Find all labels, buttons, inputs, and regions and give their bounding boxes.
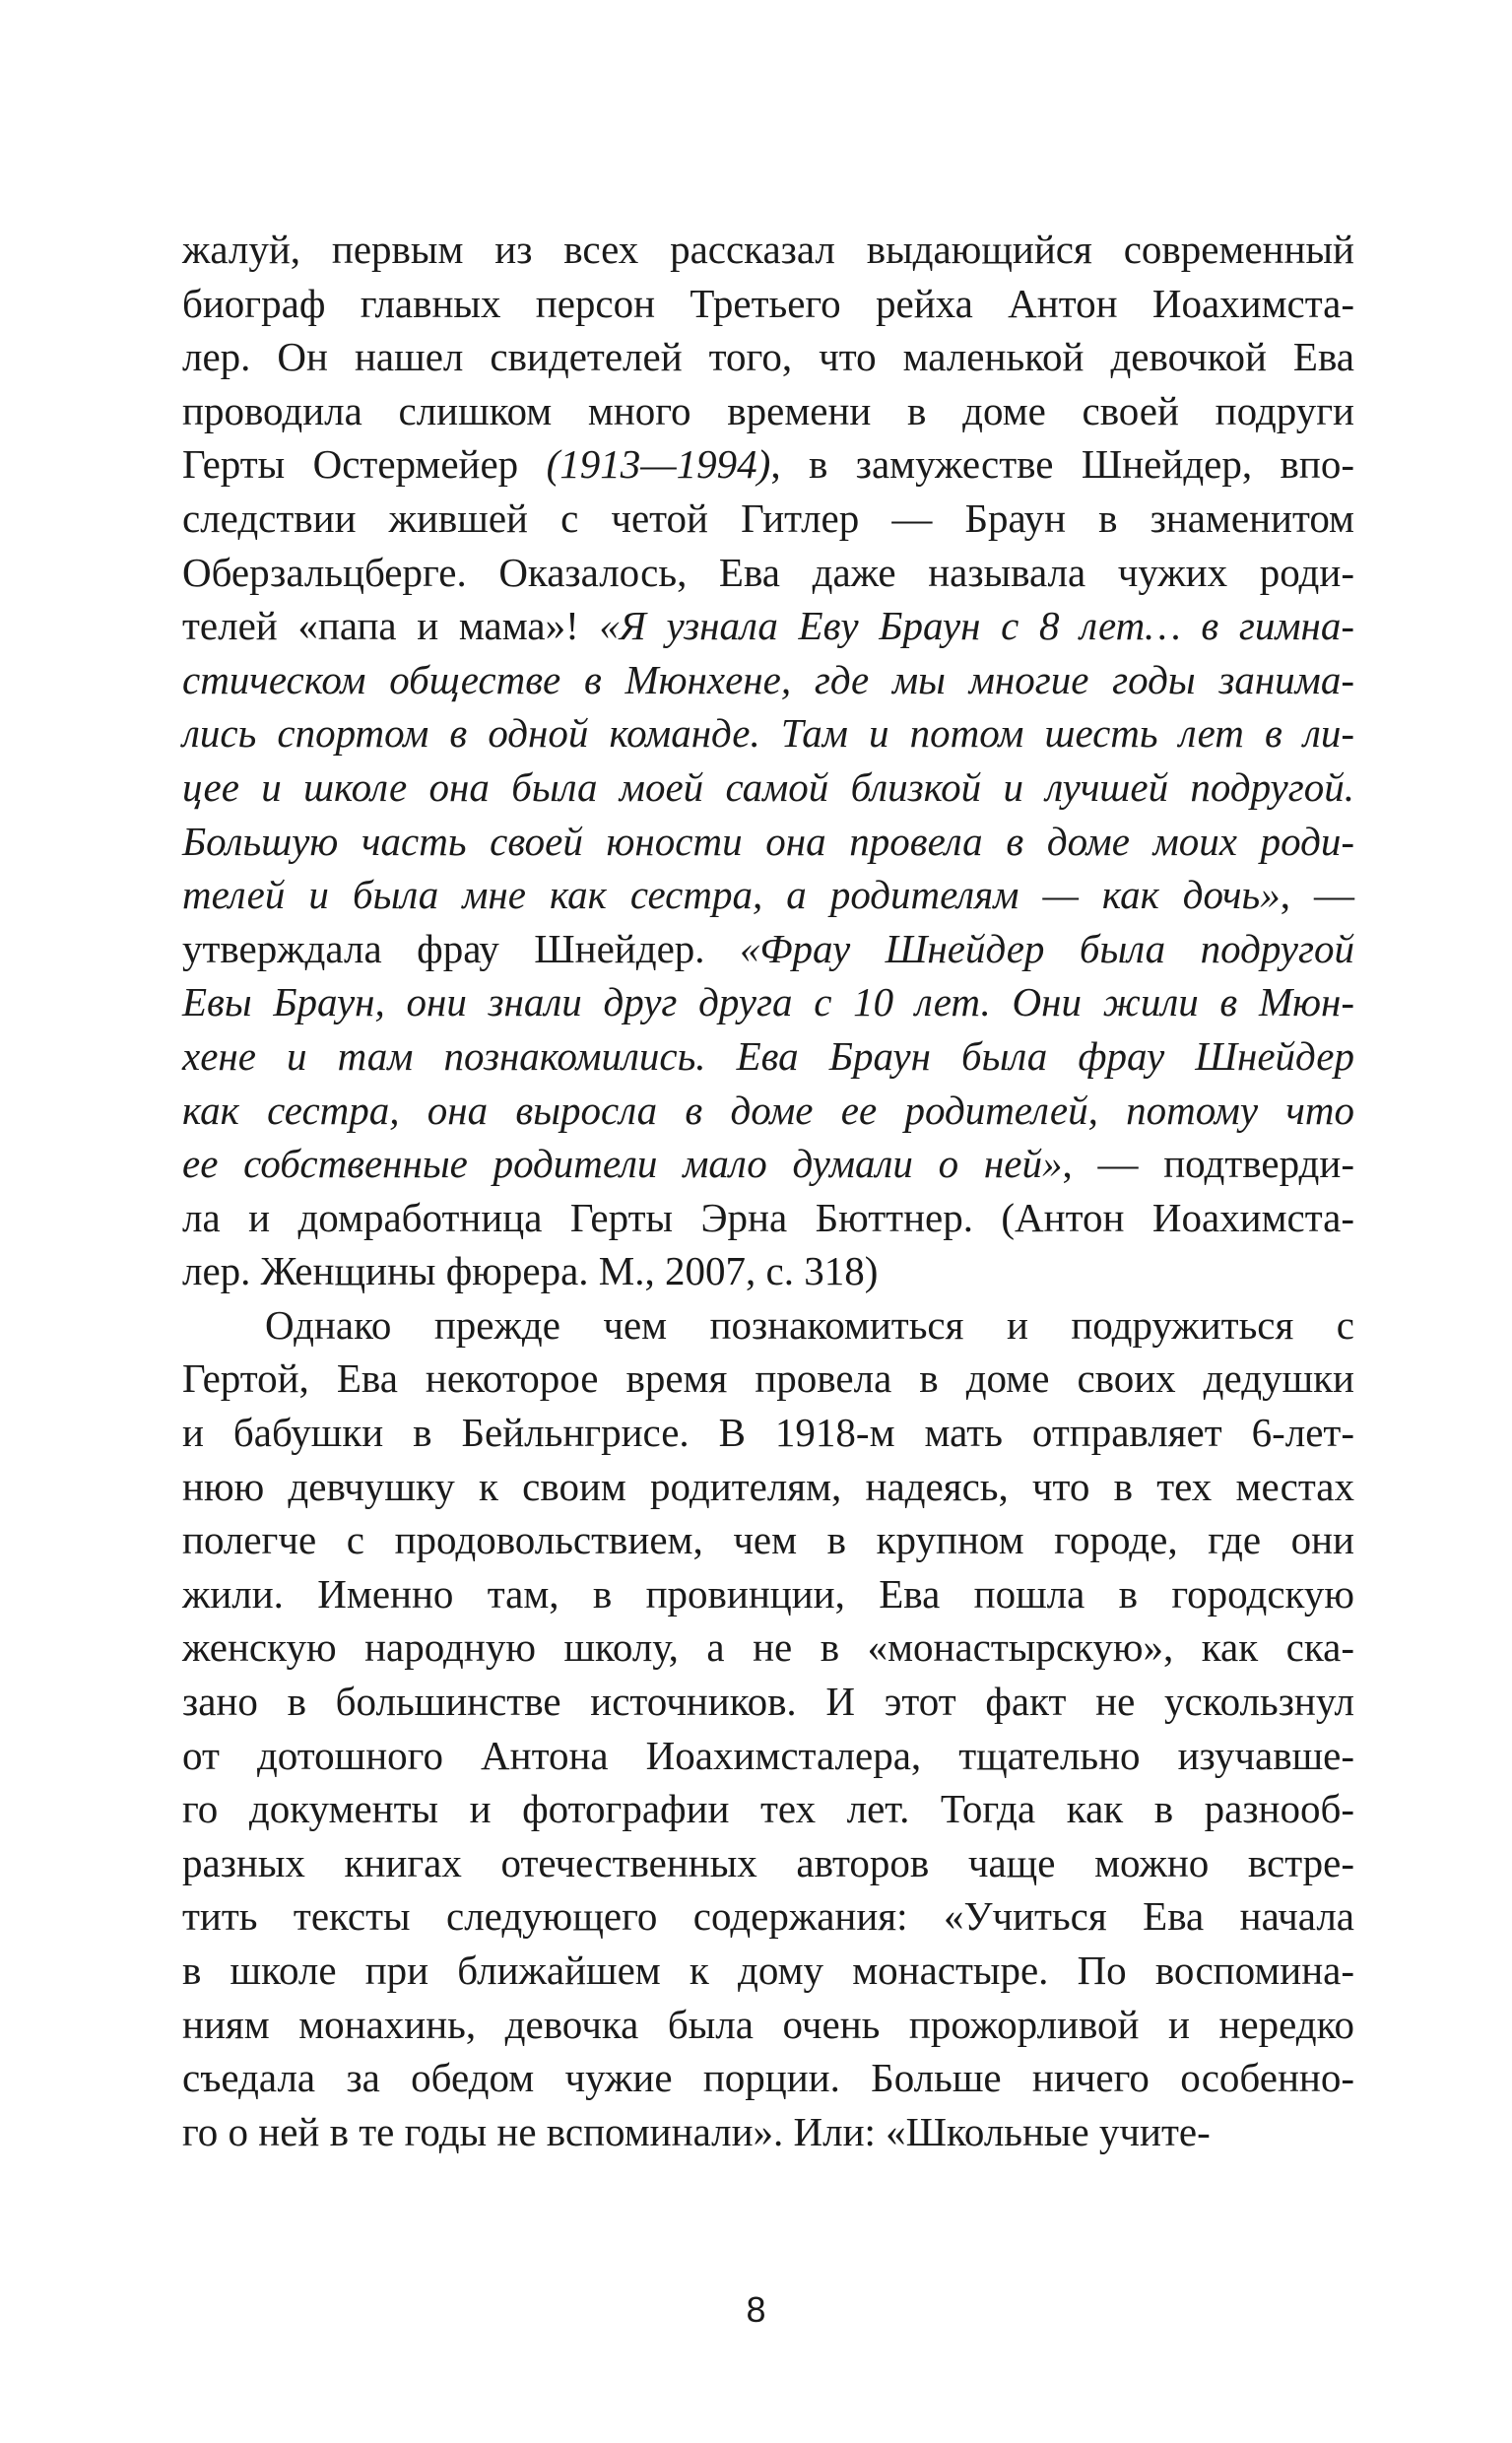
- italic-text-segment: ее собственные родители мало думали о ней»: [182, 1141, 1063, 1187]
- text-line: [182, 1620, 1354, 1675]
- text-segment: и бабушки в Бейльнгрисе. В 1918-м мать отправляет 6-лет-: [182, 1410, 1354, 1456]
- text-line: [182, 330, 1354, 384]
- text-line: [182, 922, 1354, 976]
- text-line: [182, 599, 1354, 653]
- text-segment: полегче с продовольствием, чем в крупном городе, где они: [182, 1517, 1354, 1563]
- body-text: [182, 223, 1354, 2158]
- italic-text-segment: как сестра, она выросла в доме ее родителей, потому что: [182, 1087, 1354, 1133]
- text-segment: жалуй, первым из всех рассказал выдающийся современный: [182, 227, 1354, 272]
- text-segment: проводила слишком много времени в доме своей подруги: [182, 387, 1354, 433]
- text-line: [182, 1137, 1354, 1191]
- text-line: [182, 975, 1354, 1029]
- text-segment: , — подтверди-: [1062, 1141, 1354, 1187]
- italic-text-segment: (1913—1994): [546, 441, 771, 488]
- text-segment: ниям монахинь, девочка была очень прожорливой и нередко: [182, 2001, 1354, 2047]
- text-line: [182, 653, 1354, 707]
- text-line: [182, 1029, 1354, 1084]
- text-line: [182, 492, 1354, 546]
- text-segment: , —: [1280, 872, 1354, 918]
- text-line: [182, 760, 1354, 815]
- text-segment: ла и домработница Герты Эрна Бюттнер. (Антон Иоахимста-: [182, 1194, 1354, 1240]
- text-line: [182, 437, 1354, 492]
- italic-text-segment: хене и там познакомились. Ева Браун была фрау Шнейдер: [182, 1032, 1354, 1079]
- italic-text-segment: «Я узнала Еву Браун с 8 лет… в гимна-: [599, 603, 1354, 649]
- text-line: [182, 223, 1354, 277]
- text-segment: жили. Именно там, в провинции, Ева пошла в городскую: [182, 1570, 1354, 1617]
- text-segment: телей «папа и мама»!: [182, 603, 600, 649]
- text-line: [182, 2051, 1354, 2105]
- italic-text-segment: Большую часть своей юности она провела в доме моих роди-: [182, 818, 1354, 864]
- text-line: [182, 1244, 1354, 1298]
- text-segment: Оберзальцберге. Оказалось, Ева даже называла чужих роди-: [182, 549, 1354, 595]
- text-line: [182, 1298, 1354, 1353]
- text-line: [182, 2105, 1354, 2159]
- italic-text-segment: цее и школе она была моей самой близкой и лучшей подругой.: [182, 763, 1354, 810]
- text-segment: го документы и фотографии тех лет. Тогда как в разнооб-: [182, 1786, 1354, 1832]
- text-segment: биограф главных персон Третьего рейха Антон Иоахимста-: [182, 280, 1354, 326]
- text-line: [182, 1567, 1354, 1621]
- page-number: 8: [746, 2289, 766, 2330]
- italic-text-segment: лись спортом в одной команде. Там и потом шесть лет в ли-: [182, 710, 1354, 757]
- text-segment: Однако прежде чем познакомиться и подружиться с: [265, 1301, 1354, 1348]
- text-segment: лер. Женщины фюрера. М., 2007, с. 318): [182, 1248, 879, 1294]
- text-segment: разных книгах отечественных авторов чаще можно встре-: [182, 1839, 1354, 1885]
- text-line: [182, 1191, 1354, 1245]
- italic-text-segment: телей и была мне как сестра, а родителям — как дочь»: [182, 872, 1281, 918]
- text-segment: утверждала фрау Шнейдер.: [182, 925, 741, 971]
- text-segment: от дотошного Антона Иоахимсталера, тщательно изучавше-: [182, 1732, 1354, 1778]
- text-line: [182, 1782, 1354, 1836]
- text-segment: тить тексты следующего содержания: «Учиться Ева начала: [182, 1893, 1354, 1940]
- text-line: [182, 1729, 1354, 1783]
- text-segment: съедала за обедом чужие порции. Больше ничего особенно-: [182, 2055, 1354, 2101]
- text-line: [182, 815, 1354, 869]
- text-line: [182, 1675, 1354, 1729]
- text-segment: Герты Остермейер: [182, 441, 547, 488]
- text-line: [182, 1352, 1354, 1406]
- text-line: [182, 706, 1354, 760]
- text-line: [182, 1836, 1354, 1890]
- text-line: [182, 1998, 1354, 2052]
- text-line: [182, 384, 1354, 438]
- text-line: [182, 1513, 1354, 1567]
- text-line: [182, 1460, 1354, 1514]
- text-segment: Гертой, Ева некоторое время провела в доме своих дедушки: [182, 1355, 1354, 1402]
- text-segment: зано в большинстве источников. И этот факт не ускользнул: [182, 1679, 1354, 1725]
- italic-text-segment: стическом обществе в Мюнхене, где мы многие годы занима-: [182, 656, 1354, 702]
- text-line: [182, 868, 1354, 922]
- text-segment: лер. Он нашел свидетелей того, что маленькой девочкой Ева: [182, 334, 1354, 380]
- text-segment: в школе при ближайшем к дому монастыре. По воспомина-: [182, 1948, 1354, 1993]
- text-line: [182, 1944, 1354, 1998]
- text-line: [182, 277, 1354, 331]
- italic-text-segment: Евы Браун, они знали друг друга с 10 лет. Они жили в Мюн-: [182, 979, 1354, 1025]
- text-segment: , в замужестве Шнейдер, впо-: [770, 441, 1354, 488]
- text-line: [182, 1084, 1354, 1138]
- text-line: [182, 1406, 1354, 1460]
- text-segment: женскую народную школу, а не в «монастырскую», как ска-: [182, 1624, 1354, 1671]
- text-line: [182, 546, 1354, 600]
- text-line: [182, 1889, 1354, 1944]
- text-segment: го о ней в те годы не вспоминали». Или: «Школьные учите-: [182, 2108, 1211, 2154]
- text-segment: нюю девчушку к своим родителям, надеясь, что в тех местах: [182, 1463, 1354, 1509]
- text-segment: следствии жившей с четой Гитлер — Браун в знаменитом: [182, 495, 1354, 541]
- italic-text-segment: «Фрау Шнейдер была подругой: [740, 925, 1354, 971]
